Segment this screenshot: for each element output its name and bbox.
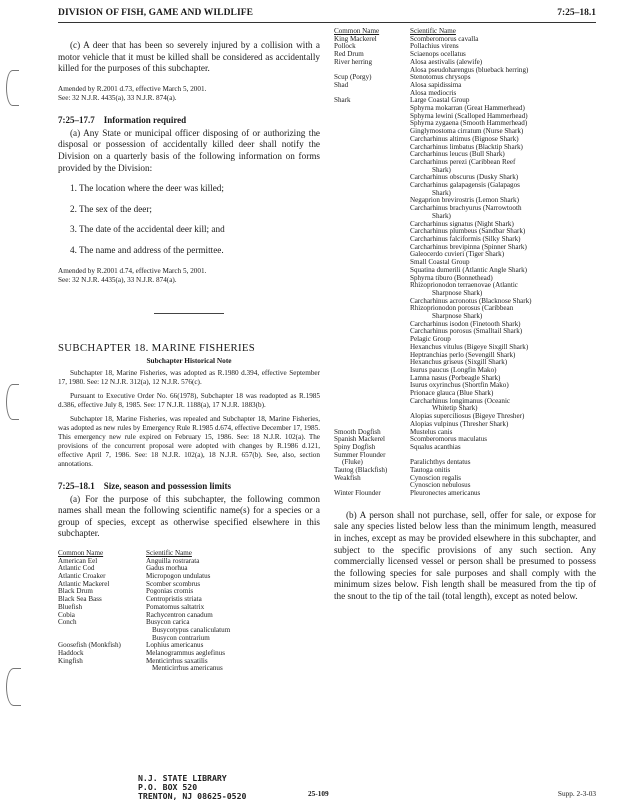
scientific-name-cell: Hexanchus vitulus (Bigeye Sixgill Shark): [410, 342, 529, 351]
scientific-name-cell: Busycon carica: [146, 618, 190, 627]
scientific-name-cell: Sphyrna lewini (Scalloped Hammerhead): [410, 111, 528, 120]
common-name-cell: [334, 321, 410, 329]
scientific-name-cell: Pelagic Group: [410, 335, 451, 344]
common-name-cell: [334, 413, 410, 421]
scientific-name-cell: Alopias superciliosus (Bigeye Thresher): [410, 412, 525, 421]
scientific-name-cell: Sharpnose Shark): [432, 312, 483, 321]
scientific-name-cell: Shark): [432, 165, 451, 174]
common-name-cell: Scup (Porgy): [334, 73, 372, 82]
subchapter-heading: SUBCHAPTER 18. MARINE FISHERIES: [58, 341, 256, 354]
common-name-cell: (Fluke): [342, 458, 363, 467]
scientific-name-cell: Sphyrna zygaena (Smooth Hammerhead): [410, 119, 528, 128]
scientific-name-cell: Pomatomus saltatrix: [146, 602, 205, 611]
scientific-name-cell: Heptranchias perlo (Sevengill Shark): [410, 350, 516, 359]
scientific-name-cell: Lophius americanus: [146, 641, 204, 650]
common-name-cell: [334, 136, 410, 144]
common-name-cell: [334, 197, 410, 205]
scientific-name-cell: Galeocerdo cuvieri (Tiger Shark): [410, 250, 505, 259]
section-heading: [58, 115, 320, 125]
scientific-name-cell: Scomberomorus maculatus: [410, 435, 488, 444]
common-name-cell: [334, 120, 410, 128]
common-name-cell: [334, 213, 410, 221]
scientific-name-cell: Isurus paucus (Longfin Mako): [410, 365, 497, 374]
common-name-cell: [334, 182, 410, 190]
scientific-name-cell: Micropogon undulatus: [146, 572, 211, 581]
scientific-name-cell: Scomberomorus cavalla: [410, 34, 479, 43]
common-name-cell: Shad: [334, 80, 349, 89]
common-name-cell: [334, 305, 410, 313]
scientific-name-cell: Carcharhinus porosus (Smalltail Shark): [410, 327, 523, 336]
common-name-cell: [334, 298, 410, 306]
scientific-name-cell: Carcharhinus galapagensis (Galapagos: [410, 181, 520, 190]
common-name-cell: [334, 251, 410, 259]
table-row: [334, 467, 596, 475]
scientific-name-cell: Melanogrammus aeglefinus: [146, 649, 225, 658]
scientific-name-cell: Busycotypus canaliculatum: [152, 625, 231, 634]
info-list: [58, 183, 320, 256]
section-title: Size, season and possession limits: [103, 480, 232, 491]
section-heading: [58, 481, 320, 491]
stamp-line: P.O. BOX 520: [138, 782, 198, 792]
scientific-name-cell: Sharpnose Shark): [432, 288, 483, 297]
scientific-name-cell: Rhizoprionodon porosus (Caribbean: [410, 304, 514, 313]
scientific-name-cell: Rachycentron canadum: [146, 610, 213, 619]
header-title: DIVISION OF FISH, GAME AND WILDLIFE: [58, 8, 254, 18]
scientific-name-cell: Carcharhinus acronotus (Blacknose Shark): [410, 296, 532, 305]
species-table: [334, 28, 596, 498]
see-note: See: 32 N.J.R. 4435(a), 33 N.J.R. 874(a).: [58, 275, 177, 284]
paragraph-a: (a) For the purpose of this subchapter, the following common names shall mean the following scientific name(s) for a species or a group of species, except as otherwise specified elsewhere in this subchapter.: [58, 493, 320, 539]
table-row: [58, 665, 258, 673]
left-column: [58, 40, 320, 673]
common-name-cell: Bluefish: [58, 602, 83, 611]
see-note: See: 32 N.J.R. 4435(a), 33 N.J.R. 874(a).: [58, 93, 177, 102]
common-name-cell: [334, 390, 410, 398]
common-name-cell: [334, 267, 410, 275]
common-name-cell: American Eel: [58, 556, 98, 565]
historical-note: Pursuant to Executive Order No. 66(1978), Subchapter 18 was readopted as R.1985 d.386, effective July 8, 1985. See: 17 N.J.R. 1188(a), 17 N.J.R. 1883(b).: [58, 391, 320, 409]
common-name-cell: [334, 398, 410, 406]
table-row: [334, 182, 596, 190]
historical-note: Subchapter 18, Marine Fisheries, was repealed and Subchapter 18, Marine Fisheries, was adopted as new rules by Emergency Rule R.1985 d.674, effective December 17, 1985. This emergency new rule expired on February 15, 1986. See: 18 N.J.R. 102(a). The provisions of the concurrent proposal were adopted with changes by R.1986 d.121, effective April 7, 1986. See: 18 N.J.R. 102(a), 18 N.J.R. 657(b). See, also, section annotations.: [58, 414, 320, 468]
scientific-name-cell: Centropristis striata: [146, 595, 202, 604]
scientific-name-cell: Large Coastal Group: [410, 96, 470, 105]
common-name-cell: [334, 105, 410, 113]
stamp-line: N.J. STATE LIBRARY: [138, 773, 227, 783]
common-name-cell: [334, 328, 410, 336]
scientific-name-cell: Pleuronectes americanus: [410, 489, 481, 498]
common-name-cell: [334, 205, 410, 213]
list-item: 1. The location where the deer was killed;: [70, 183, 224, 194]
common-name-cell: Atlantic Croaker: [58, 572, 106, 581]
common-name-cell: [334, 359, 410, 367]
amendment-note: Amended by R.2001 d.74, effective March 5, 2001.: [58, 266, 207, 275]
scientific-name-cell: Scomber scombrus: [146, 579, 201, 588]
list-item: 4. The name and address of the permittee.: [70, 244, 224, 255]
scientific-name-cell: Carcharhinus brachyurus (Narrowtooth: [410, 204, 522, 213]
common-name-cell: [334, 282, 410, 290]
scientific-name-cell: Carcharhinus signatus (Night Shark): [410, 219, 514, 228]
historical-note: Subchapter 18, Marine Fisheries, was adopted as R.1980 d.394, effective September 17, 1980. See: 12 N.J.R. 312(a), 12 N.J.R. 576(c).: [58, 368, 320, 386]
amendment-note: Amended by R.2001 d.73, effective March 5, 2001.: [58, 84, 207, 93]
common-name-cell: Atlantic Cod: [58, 564, 95, 573]
table-row: [334, 159, 596, 167]
section-number: 7:25–17.7: [58, 114, 95, 125]
common-name-cell: [334, 174, 410, 182]
common-name-cell: Pollock: [334, 42, 356, 51]
scientific-name-cell: Mustelus canis: [410, 427, 453, 436]
scientific-name-cell: Negaprion brevirostris (Lemon Shark): [410, 196, 519, 205]
common-name-cell: Tautog (Blackfish): [334, 466, 388, 475]
common-name-cell: [334, 352, 410, 360]
scientific-name-cell: Carcharhinus altimus (Bignose Shark): [410, 134, 519, 143]
scientific-name-cell: Pollachius virens: [410, 42, 459, 51]
scientific-name-cell: Carcharhinus isodon (Finetooth Shark): [410, 319, 521, 328]
punch-hole-mark: [6, 384, 19, 420]
scientific-name-cell: Carcharhinus obscurus (Dusky Shark): [410, 173, 519, 182]
common-name-cell: Atlantic Mackerel: [58, 579, 110, 588]
scientific-name-cell: Menticirrhus americanus: [152, 664, 223, 673]
column-header: Common Name: [334, 27, 380, 35]
common-name-cell: Shark: [334, 96, 351, 105]
scientific-name-cell: Prionace glauca (Blue Shark): [410, 389, 494, 398]
common-name-cell: Black Drum: [58, 587, 93, 596]
section-divider: [154, 313, 224, 314]
common-name-cell: Goosefish (Monkfish): [58, 641, 121, 650]
scientific-name-cell: Sciaenops ocellatus: [410, 50, 466, 59]
common-name-cell: Black Sea Bass: [58, 595, 102, 604]
scientific-name-cell: Carcharhinus limbatus (Blacktip Shark): [410, 142, 523, 151]
scientific-name-cell: Carcharhinus plumbeus (Sandbar Shark): [410, 227, 526, 236]
common-name-cell: [334, 236, 410, 244]
common-name-cell: [334, 275, 410, 283]
table-row: [334, 36, 596, 44]
scientific-name-cell: Alosa pseudoharengus (blueback herring): [410, 65, 529, 74]
common-name-cell: [334, 113, 410, 121]
common-name-cell: [334, 313, 410, 321]
punch-hole-mark: [6, 668, 21, 706]
scientific-name-cell: Alopias vulpinus (Thresher Shark): [410, 419, 509, 428]
scientific-name-cell: Lamna nasus (Porbeagle Shark): [410, 373, 501, 382]
common-name-cell: [334, 405, 410, 413]
common-name-cell: [334, 144, 410, 152]
common-name-cell: [334, 336, 410, 344]
scientific-name-cell: Shark): [432, 188, 451, 197]
scientific-name-cell: Ginglymostoma cirratum (Nurse Shark): [410, 127, 524, 136]
right-column: [334, 28, 596, 603]
list-item: 3. The date of the accidental deer kill; and: [70, 224, 225, 235]
page-number: 25-109: [308, 789, 329, 798]
scientific-name-cell: Isurus oxyrinchus (Shortfin Mako): [410, 381, 509, 390]
table-row: [334, 205, 596, 213]
scientific-name-cell: Whitetip Shark): [432, 404, 478, 413]
scientific-name-cell: Stenotomus chrysops: [410, 73, 471, 82]
common-name-cell: [334, 259, 410, 267]
library-stamp: [138, 774, 246, 801]
paragraph-c: (c) A deer that has been so severely injured by a collision with a motor vehicle that it must be killed shall be considered as accidentally killed for the purposes of this subchapter.: [58, 40, 320, 74]
scientific-name-cell: Rhizoprionodon terraenovae (Atlantic: [410, 281, 518, 290]
scientific-name-cell: Paralichthys dentatus: [410, 458, 471, 467]
column-header: Common Name: [58, 548, 104, 557]
common-name-cell: Summer Flounder: [334, 450, 386, 459]
paragraph-b: (b) A person shall not purchase, sell, offer for sale, or expose for sale any species listed below less than the minimum length, measured in inches, except as may be provided elsewhere in this subchapter, and subject to the specific provisions of any such section. Any commercially licensed vessel or person shall be presumed to possess the following species for sale purposes and shall comply with the minimum sizes below. Fish length shall be measured from the tip of the snout to the tip of the tail (total length), except as noted below.: [334, 509, 596, 602]
common-name-cell: Conch: [58, 618, 77, 627]
section-title: Information required: [103, 114, 187, 125]
scientific-name-cell: Sphyrna mokarran (Great Hammerhead): [410, 104, 525, 113]
scientific-name-cell: Pogonias cromis: [146, 587, 194, 596]
header-section: 7:25–18.1: [557, 8, 596, 18]
common-name-cell: [334, 244, 410, 252]
stamp-line: TRENTON, NJ 08625-0520: [138, 791, 247, 801]
scientific-name-cell: Carcharhinus brevipinna (Spinner Shark): [410, 242, 527, 251]
common-name-cell: King Mackerel: [334, 34, 377, 43]
supplement-date: Supp. 2-3-03: [557, 789, 596, 798]
scientific-name-cell: Gadus morhua: [146, 564, 188, 573]
common-name-cell: Haddock: [58, 649, 84, 658]
scientific-name-cell: Tautoga onitis: [410, 466, 451, 475]
common-name-cell: Spanish Mackerel: [334, 435, 386, 444]
section-number: 7:25–18.1: [58, 480, 95, 491]
common-name-cell: [334, 128, 410, 136]
scientific-name-cell: Anguilla rostrarata: [146, 556, 200, 565]
scientific-name-cell: Squalus acanthias: [410, 442, 461, 451]
common-name-cell: River herring: [334, 57, 373, 66]
scientific-name-cell: Squatina dumerili (Atlantic Angle Shark): [410, 265, 528, 274]
scientific-name-cell: Alosa aestivalis (alewife): [410, 57, 483, 66]
scientific-name-cell: Menticirrhus saxatilis: [146, 656, 208, 665]
table-row: [334, 490, 596, 498]
paragraph-a: (a) Any State or municipal officer disposing of or authorizing the disposal or possession of accidentally killed deer shall notify the Division on a quarterly basis of the following information on forms provided by the Division:: [58, 127, 320, 173]
common-name-cell: [334, 159, 410, 167]
scientific-name-cell: Cynoscion regalis: [410, 473, 462, 482]
scientific-name-cell: Sphyrna tiburo (Bonnethead): [410, 273, 493, 282]
header-rule: [58, 22, 596, 23]
common-name-cell: Weakfish: [334, 473, 361, 482]
scientific-name-cell: Alosa mediocris: [410, 88, 457, 97]
column-header: Scientific Name: [146, 548, 192, 557]
common-name-cell: Spiny Dogfish: [334, 442, 376, 451]
scientific-name-cell: Hexanchus griseus (Sixgill Shark): [410, 358, 508, 367]
common-name-cell: [334, 344, 410, 352]
scientific-name-cell: Cynoscion nebulosus: [410, 481, 471, 490]
column-header: Scientific Name: [410, 27, 456, 35]
common-name-cell: [334, 228, 410, 236]
common-name-cell: [334, 367, 410, 375]
common-name-cell: Cobia: [58, 610, 75, 619]
common-name-cell: [334, 151, 410, 159]
punch-hole-mark: [6, 70, 19, 106]
common-name-cell: [58, 665, 146, 673]
scientific-name-cell: Carcharhinus falciformis (Silky Shark): [410, 234, 521, 243]
common-name-cell: Red Drum: [334, 50, 364, 59]
common-name-cell: Smooth Dogfish: [334, 427, 381, 436]
scientific-name-cell: Carcharhinus longimanus (Oceanic: [410, 396, 511, 405]
common-name-cell: [58, 627, 146, 635]
scientific-name-cell: Shark): [432, 211, 451, 220]
common-name-cell: Winter Flounder: [334, 489, 381, 498]
running-header: [58, 8, 596, 22]
common-name-cell: [334, 190, 410, 198]
scientific-name-cell: Busycon contrarium: [152, 633, 210, 642]
table-row: [334, 82, 596, 90]
historical-note-title: Subchapter Historical Note: [146, 355, 232, 365]
scientific-name-cell: Alosa sapidissima: [410, 80, 462, 89]
table-row: [334, 328, 596, 336]
common-name-cell: [334, 221, 410, 229]
list-item: 2. The sex of the deer;: [70, 203, 152, 214]
common-name-cell: [334, 290, 410, 298]
species-table: [58, 550, 258, 673]
common-name-cell: [334, 375, 410, 383]
scientific-name-cell: Small Coastal Group: [410, 258, 470, 267]
common-name-cell: [334, 167, 410, 175]
common-name-cell: Kingfish: [58, 656, 83, 665]
scientific-name-cell: Carcharhinus leucus (Bull Shark): [410, 150, 505, 159]
scientific-name-cell: Carcharhinus perezi (Caribbean Reef: [410, 157, 516, 166]
common-name-cell: [334, 382, 410, 390]
table-row: [334, 74, 596, 82]
